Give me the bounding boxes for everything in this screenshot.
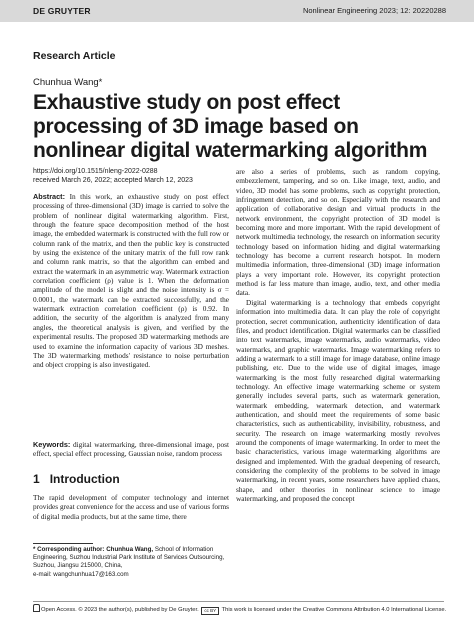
- license-line: [33, 604, 448, 615]
- journal-reference: Nonlinear Engineering 2023; 12: 20220288: [302, 6, 446, 15]
- article-meta: [33, 167, 193, 185]
- open-access-label: Open Access.: [41, 607, 77, 613]
- article-type: Research Article: [33, 50, 116, 62]
- keywords: [33, 440, 229, 459]
- cc-by-icon: cc BY: [201, 607, 219, 615]
- corresponding-author-footnote: [33, 546, 233, 579]
- publisher-name: DE GRUYTER: [33, 6, 91, 16]
- open-access-lock-icon: [33, 604, 40, 612]
- received-accepted-dates: received March 26, 2022; accepted March 12, 2023: [33, 177, 193, 184]
- section-title: Introduction: [49, 472, 120, 486]
- footnote-email[interactable]: e-mail: wangchunhua17@163.com: [33, 570, 129, 578]
- footnote-label: * Corresponding author: Chunhua Wang,: [33, 546, 154, 553]
- abstract-text: In this work, an exhaustive study on post effect processing of three-dimensional (3D) image is carried to solve the problem of nonlinear digital watermarking algorithm. First, through the feature space decomposition method of the host image, the embedded watermark is constructed with the full row or column rank of the matrix, and then the public key is constructed by using the existence of the unitary matrix of the full row rank and column rank matrix, so that the algorithm can embed and extract the watermark in an asymmetric way. Watermark extraction correlation coefficient (ρ) value is 1. When the deformation amplitude of the model is slight and the noise intensity is σ = 0.0001, the watermark can be extracted successfully, and the watermark extraction correlation coefficient (ρ) is 0.92. In addition, the security of the algorithm is analyzed from many angles, the theoretical analysis is given, and verified by the experimental results. The proposed 3D watermarking methods are used to examine the information capacity of various 3D meshes. The 3D watermarking methods' resistance to noise perturbation and object cropping is also investigated.: [33, 192, 230, 370]
- body-paragraph-1: are also a series of problems, such as random copying, embezzlement, tampering, and so on. Like image, text, audio, and video, 3D model has some problems, such as copyright protection, infringement detection, and so on. Especially with the research and application of collaborative design and virtual products in the network environment, the copyright protection of 3D model is becoming more and more important. With the rapid development of network multimedia technology, the research on information security technology based on information hiding and digital watermarking technology has become a current research hotspot. In modern multimedia information, three-dimensional (3D) image information plays a very important role. However, its copyright protection method is far less mature than image, audio, text, and other media data.: [236, 167, 440, 298]
- abstract: [33, 192, 229, 370]
- abstract-label: Abstract:: [33, 192, 66, 201]
- section-heading: [33, 472, 130, 486]
- right-column-body: [236, 167, 440, 503]
- section-number: 1: [33, 472, 40, 486]
- license-text: This work is licensed under the Creative Commons Attribution 4.0 International License.: [221, 607, 447, 613]
- author-name: Chunhua Wang*: [33, 77, 103, 88]
- copyright-text: © 2023 the author(s), published by De Gruyter.: [78, 607, 199, 613]
- doi-link[interactable]: https://doi.org/10.1515/nleng-2022-0288: [33, 168, 158, 175]
- footnote-divider: [33, 543, 93, 544]
- license-divider: [33, 601, 444, 602]
- footnote-affiliation: School of Information Engineering, Suzhou Industrial Park Institute of Services Outsourcing, Suzhou, Jiangsu 215000, China,: [33, 546, 225, 570]
- body-paragraph-2: Digital watermarking is a technology that embeds copyright information into multimedia data. It can play the role of copyright protection, secret communication, authenticity identification of data files, and product identification. Digital watermarks can be classified into text watermarks, image watermarks, audio watermarks, video watermarks, and graphic watermarks. Image watermarking refers to adding a watermark to a still image for image database, online image publishing, etc. Due to the wide use of digital images, image watermarking is the most fully researched digital watermarking technology. An effective image watermarking scheme or system generally includes several parts, such as watermark generation, watermark embedding, watermark detection, and watermark authentication, and should meet the requirements of some basic characteristics, such as authenticability, invisibility, robustness, and security. The research on image watermarking mostly revolves around the components of image watermarking. In order to meet the basic characteristics, various image watermarking algorithms are designed and implemented. With the gradual deepening of research, considering the complexity of the problems to be solved in image watermarking, in recent years, some researchers have applied chaos, shape, and other theories in nonlinear science to image watermarking, and proposed the concept: [236, 297, 440, 504]
- keywords-text: digital watermarking, three-dimensional image, post effect, special effect processing, Gaussian noise, random process: [33, 440, 229, 459]
- journal-header-bar: [0, 0, 474, 22]
- intro-paragraph: The rapid development of computer technology and internet provides great convenience for the access and use of various forms of digital media products, but at the same time, there: [33, 493, 229, 521]
- keywords-label: Keywords:: [33, 440, 71, 449]
- paper-title: Exhaustive study on post effect processing of 3D image based on nonlinear digital watermarking algorithm: [33, 91, 428, 162]
